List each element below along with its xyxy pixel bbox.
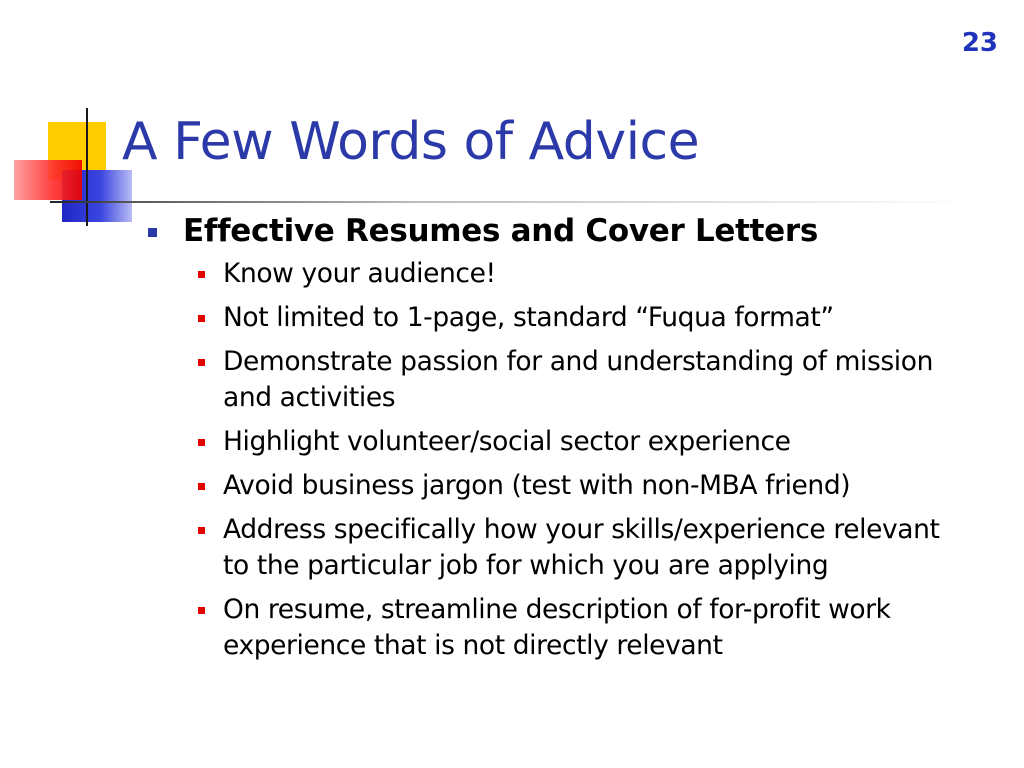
list-item-text: Know your audience!	[223, 258, 496, 289]
title-underline	[50, 201, 970, 203]
square-bullet-icon	[198, 483, 205, 490]
square-bullet-icon	[198, 315, 205, 322]
list-item	[198, 592, 986, 664]
square-bullet-icon	[148, 228, 157, 237]
heading-text: Effective Resumes and Cover Letters	[183, 213, 819, 249]
square-bullet-icon	[198, 527, 205, 534]
bullet-list	[146, 256, 986, 664]
list-item-text: Demonstrate passion for and understanding of mission and activities	[223, 346, 933, 413]
list-item-text: Avoid business jargon (test with non-MBA friend)	[223, 470, 851, 501]
list-item-text: Not limited to 1-page, standard “Fuqua format”	[223, 302, 834, 333]
list-item	[198, 300, 986, 336]
slide-title: A Few Words of Advice	[122, 112, 700, 172]
heading-item	[146, 210, 986, 252]
list-item	[198, 468, 986, 504]
logo-red-square	[14, 160, 82, 200]
logo-vertical-line	[86, 108, 88, 226]
slide-content	[146, 210, 986, 672]
list-item-text: Address specifically how your skills/experience relevant to the particular job for which you are applying	[223, 514, 940, 581]
list-item	[198, 256, 986, 292]
list-item	[198, 424, 986, 460]
square-bullet-icon	[198, 271, 205, 278]
page-number: 23	[961, 28, 998, 58]
square-bullet-icon	[198, 359, 205, 366]
list-item	[198, 512, 986, 584]
list-item-text: Highlight volunteer/social sector experience	[223, 426, 791, 457]
list-item-text: On resume, streamline description of for-profit work experience that is not directly relevant	[223, 594, 891, 661]
square-bullet-icon	[198, 439, 205, 446]
square-bullet-icon	[198, 607, 205, 614]
list-item	[198, 344, 986, 416]
